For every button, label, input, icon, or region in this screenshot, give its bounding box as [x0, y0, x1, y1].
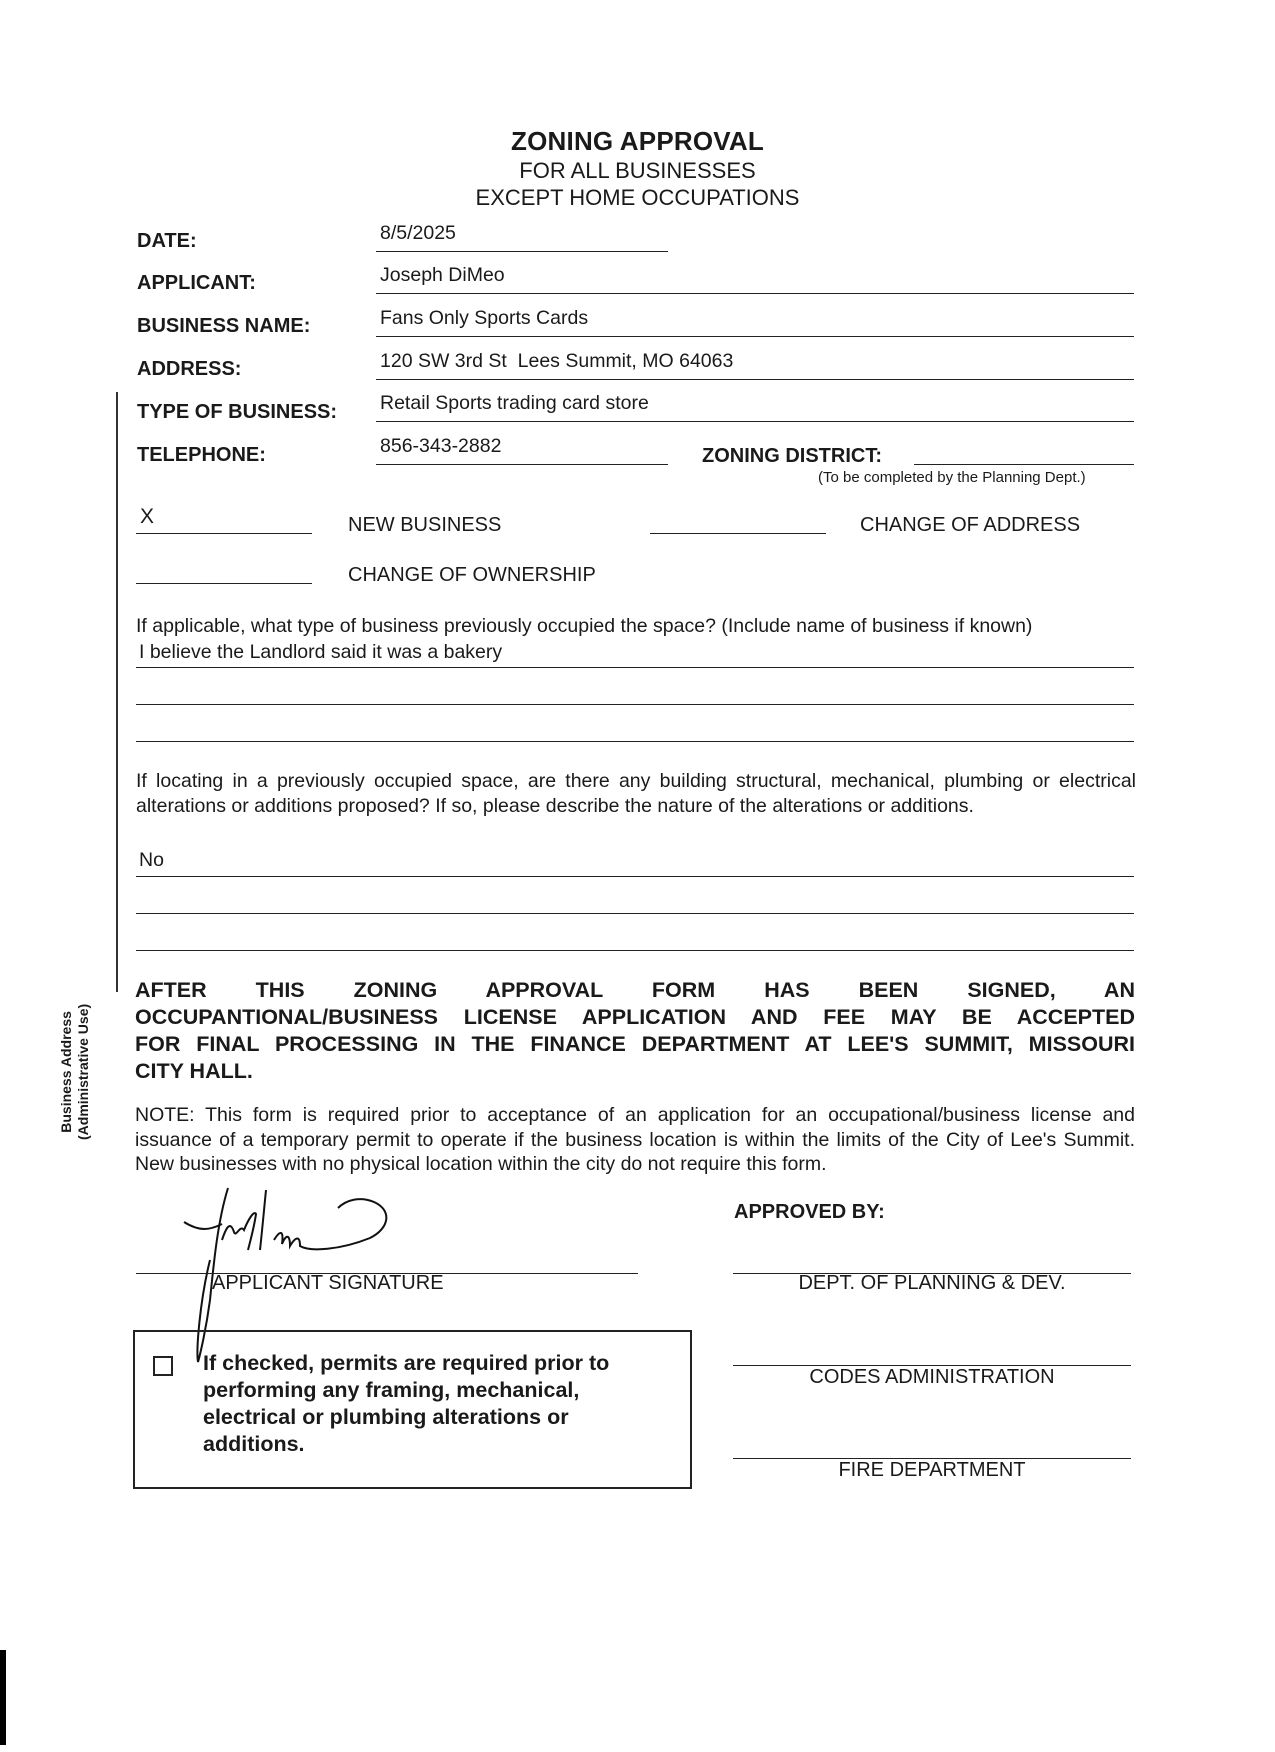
alterations-prompt: If locating in a previously occupied space, are there any building structural, mechanical, plumbing or electrical alterations or additions proposed? If so, please describe the nature of the alterations or additions. — [136, 770, 1136, 817]
type-of-business-line — [376, 421, 1134, 422]
scan-edge-mark — [0, 1650, 6, 1745]
fire-caption: FIRE DEPARTMENT — [838, 1459, 1026, 1481]
form-subtitle-2: EXCEPT HOME OCCUPATIONS — [475, 185, 800, 210]
previous-business-line-3 — [136, 741, 1134, 742]
alterations-line-1 — [136, 876, 1134, 877]
type-of-business-value[interactable]: Retail Sports trading card store — [380, 392, 649, 414]
license-warning: AFTER THIS ZONING APPROVAL FORM HAS BEEN SIGNED, AN OCCUPANTIONAL/BUSINESS LICENSE APPLICATION AND FEE MAY BE ACCEPTED FOR FINAL PROCESSING IN THE FINANCE DEPARTMENT AT LEE'S SUMMIT, MISSOURI CITY HALL. — [135, 978, 1135, 1083]
change-of-address-blank[interactable] — [650, 533, 826, 534]
note-paragraph: NOTE: This form is required prior to acceptance of an application for an occupational/business license and issuance of a temporary permit to operate if the business location is within the limits of the City of Lee's Summit. New businesses with no physical location within the city do not require this form. — [135, 1104, 1135, 1175]
left-margin-rule — [116, 392, 118, 992]
permit-notice-text: If checked, permits are required prior to performing any framing, mechanical, electrical or plumbing alterations or additions. — [203, 1351, 610, 1456]
permits-required-checkbox[interactable] — [153, 1356, 173, 1376]
form-subtitle-1: FOR ALL BUSINESSES — [519, 158, 756, 183]
previous-business-line-1 — [136, 667, 1134, 668]
applicant-line — [376, 293, 1134, 294]
zoning-district-label: ZONING DISTRICT: — [702, 445, 882, 467]
business-name-value[interactable]: Fans Only Sports Cards — [380, 307, 589, 329]
alterations-line-2 — [136, 913, 1134, 914]
type-of-business-label: TYPE OF BUSINESS: — [137, 401, 338, 423]
form-title: ZONING APPROVAL — [511, 126, 764, 156]
alterations-answer[interactable]: No — [139, 849, 164, 871]
address-value[interactable]: 120 SW 3rd St Lees Summit, MO 64063 — [380, 350, 734, 372]
business-name-label: BUSINESS NAME: — [137, 315, 311, 337]
permit-notice-box — [133, 1330, 692, 1489]
approved-by-label: APPROVED BY: — [734, 1201, 885, 1223]
previous-business-prompt: If applicable, what type of business previously occupied the space? (Include name of business if known) — [136, 615, 1033, 637]
new-business-blank[interactable] — [136, 533, 312, 534]
date-label: DATE: — [137, 230, 197, 252]
new-business-mark[interactable]: X — [140, 505, 155, 528]
address-line — [376, 379, 1134, 380]
codes-caption: CODES ADMINISTRATION — [809, 1366, 1055, 1388]
applicant-signature-caption: APPLICANT SIGNATURE — [212, 1272, 444, 1294]
change-of-address-label: CHANGE OF ADDRESS — [860, 514, 1081, 536]
alterations-line-3 — [136, 950, 1134, 951]
zoning-district-field[interactable] — [914, 464, 1134, 465]
applicant-label: APPLICANT: — [137, 272, 256, 294]
previous-business-answer[interactable]: I believe the Landlord said it was a bakery — [139, 641, 503, 663]
business-address-admin-label: Business Address (Administrative Use) — [58, 1003, 91, 1140]
date-line — [376, 251, 668, 252]
telephone-line — [376, 464, 668, 465]
new-business-label: NEW BUSINESS — [348, 514, 502, 536]
change-of-ownership-blank[interactable] — [136, 583, 312, 584]
applicant-value[interactable]: Joseph DiMeo — [380, 264, 505, 286]
previous-business-line-2 — [136, 704, 1134, 705]
change-of-ownership-label: CHANGE OF OWNERSHIP — [348, 564, 596, 586]
planning-caption: DEPT. OF PLANNING & DEV. — [798, 1272, 1066, 1294]
date-value[interactable]: 8/5/2025 — [380, 222, 456, 244]
telephone-value[interactable]: 856-343-2882 — [380, 435, 502, 457]
zoning-district-note: (To be completed by the Planning Dept.) — [818, 469, 1086, 486]
address-label: ADDRESS: — [137, 358, 242, 380]
telephone-label: TELEPHONE: — [137, 444, 266, 466]
business-name-line — [376, 336, 1134, 337]
